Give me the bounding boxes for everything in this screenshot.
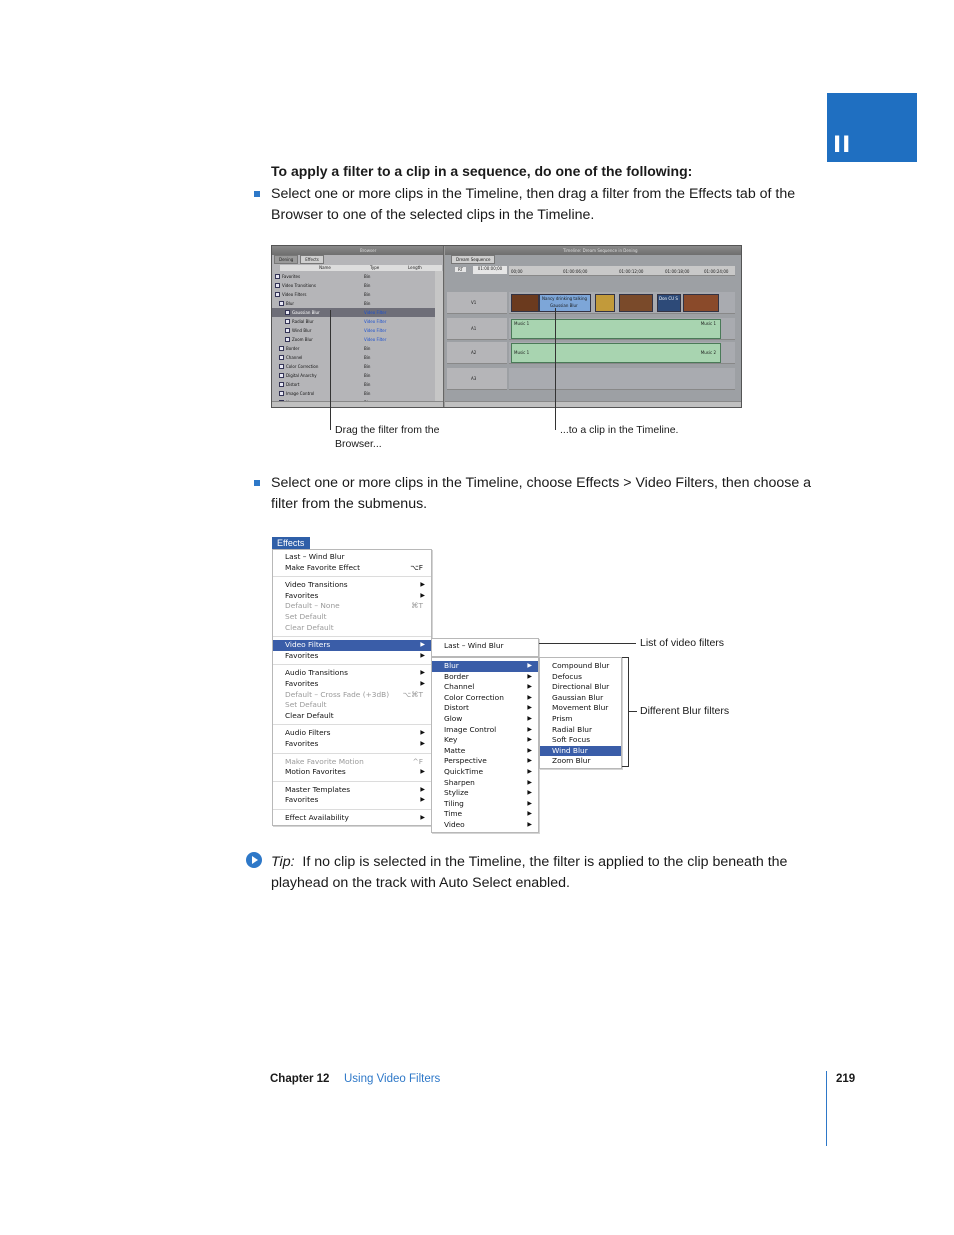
menu-item[interactable] xyxy=(432,703,538,714)
footer-divider xyxy=(826,1071,827,1146)
submenu-arrow-icon: ▶ xyxy=(420,796,425,804)
menu-item[interactable] xyxy=(273,640,431,651)
menu-item-label: Prism xyxy=(552,714,573,723)
audio-track-a2[interactable] xyxy=(509,342,735,364)
browser-row-name: Radial Blur xyxy=(292,319,314,324)
bin-icon xyxy=(279,373,284,378)
browser-row-name: Favorites xyxy=(282,274,301,279)
browser-title: Browser xyxy=(360,248,377,253)
submenu-arrow-icon: ▶ xyxy=(527,799,532,807)
browser-row-type: Bin xyxy=(364,346,371,351)
menu-item-label: Soft Focus xyxy=(552,735,591,745)
menu-separator xyxy=(273,809,431,810)
menu-item-label: Favorites xyxy=(285,795,319,805)
menu-item-last-wind-blur[interactable]: Last – Wind Blur xyxy=(444,641,504,650)
timeline-titlebar xyxy=(445,246,742,255)
bin-icon xyxy=(279,355,284,360)
timeline-title: Timeline: Dream Sequence in Dening xyxy=(563,248,638,253)
menu-item[interactable] xyxy=(273,813,431,824)
menu-item-label: Clear Default xyxy=(285,710,334,720)
menu-item-label: Tiling xyxy=(444,798,464,808)
menu-item[interactable] xyxy=(273,795,431,806)
browser-titlebar xyxy=(272,246,443,255)
submenu-arrow-icon: ▶ xyxy=(420,740,425,747)
audio-clip-music[interactable]: Music 1 Music 2 xyxy=(511,343,721,363)
browser-row-type: Video Filter xyxy=(364,328,387,333)
menu-item-label: Glow xyxy=(444,714,463,723)
menu-item-label: Gaussian Blur xyxy=(552,692,604,702)
menu-item[interactable] xyxy=(432,778,538,789)
menu-item[interactable] xyxy=(273,728,431,739)
callout-drag-filter: Drag the filter from the Browser... xyxy=(335,424,440,450)
footer-chapter-title[interactable]: Using Video Filters xyxy=(344,1073,441,1085)
part-tab xyxy=(827,93,917,162)
timeline-ruler[interactable] xyxy=(509,266,735,276)
menu-item[interactable] xyxy=(432,735,538,746)
menu-item[interactable] xyxy=(432,714,538,725)
menu-item-label: Favorites xyxy=(285,650,319,660)
menu-item-label: Matte xyxy=(444,745,466,755)
video-filters-menu-header xyxy=(431,638,539,657)
browser-row-type: Bin xyxy=(364,301,371,306)
menu-item-label: Master Templates xyxy=(285,784,351,794)
rt-menu[interactable]: RT xyxy=(455,267,466,272)
menu-item xyxy=(273,690,431,701)
menu-item[interactable] xyxy=(540,725,621,736)
timeline-screenshot xyxy=(271,245,742,408)
menu-item[interactable] xyxy=(273,739,431,750)
menu-item[interactable] xyxy=(432,788,538,799)
browser-row-name: Distort xyxy=(286,382,300,387)
tip-paragraph xyxy=(271,852,816,893)
menu-separator xyxy=(273,724,431,725)
ruler-mark: 00;00 xyxy=(511,269,523,274)
callout-leader-left xyxy=(330,310,331,430)
browser-row[interactable] xyxy=(272,362,442,371)
submenu-arrow-icon: ▶ xyxy=(527,778,532,786)
col-type[interactable]: Type xyxy=(370,265,380,270)
filter-icon xyxy=(285,328,290,333)
menu-separator xyxy=(273,753,431,754)
menu-item-label: Blur xyxy=(444,661,459,670)
menu-item[interactable] xyxy=(540,703,621,714)
menu-item[interactable] xyxy=(540,756,621,767)
menu-item[interactable] xyxy=(273,591,431,602)
menu-item-label: Make Favorite Motion xyxy=(285,756,364,766)
menu-item-label: Clear Default xyxy=(285,622,334,632)
menu-item-label: Favorites xyxy=(285,739,319,748)
ruler-mark: 01:00:24;00 xyxy=(704,269,729,274)
menu-separator xyxy=(273,636,431,637)
menu-item-label: Audio Filters xyxy=(285,728,331,738)
bin-icon xyxy=(275,292,280,297)
menu-item xyxy=(273,601,431,612)
menu-item xyxy=(273,757,431,768)
menu-item[interactable] xyxy=(273,651,431,662)
menu-item-label: Wind Blur xyxy=(552,745,588,755)
filter-icon xyxy=(285,337,290,342)
menu-item-label: Stylize xyxy=(444,788,469,798)
video-clip[interactable] xyxy=(595,294,615,312)
submenu-arrow-icon: ▶ xyxy=(527,746,532,754)
submenu-arrow-icon: ▶ xyxy=(420,729,425,737)
browser-row-type: Bin xyxy=(364,391,371,396)
menu-item[interactable] xyxy=(432,693,538,704)
audio-track-a1[interactable] xyxy=(509,318,735,340)
menu-item-label: Compound Blur xyxy=(552,661,610,670)
browser-row[interactable] xyxy=(272,353,442,362)
track-header-a1[interactable]: A1 xyxy=(447,318,507,340)
browser-row[interactable] xyxy=(272,380,442,389)
submenu-arrow-icon: ▶ xyxy=(527,821,532,828)
browser-row[interactable] xyxy=(272,299,442,308)
menu-item-label: Default – None xyxy=(285,601,340,611)
menu-item[interactable] xyxy=(273,580,431,591)
submenu-arrow-icon: ▶ xyxy=(420,641,425,649)
browser-row[interactable] xyxy=(272,335,442,344)
ruler-mark: 01:00:18;00 xyxy=(665,269,690,274)
filter-icon xyxy=(285,310,290,315)
effects-menu-title[interactable]: Effects xyxy=(272,537,310,549)
menu-item[interactable] xyxy=(432,725,538,736)
menu-item[interactable] xyxy=(432,746,538,757)
video-clip[interactable] xyxy=(619,294,653,312)
menu-item-label: Zoom Blur xyxy=(552,756,591,766)
menu-item[interactable] xyxy=(432,809,538,820)
menu-shortcut: ⌥F xyxy=(410,562,423,572)
menu-item-label: Border xyxy=(444,671,469,681)
video-clip[interactable] xyxy=(511,294,539,312)
menu-item-label: Channel xyxy=(444,682,475,692)
menu-item[interactable] xyxy=(432,672,538,683)
tab-dream-sequence[interactable]: Dream Sequence xyxy=(451,255,495,264)
video-clip-nancy[interactable]: Nancy drinking talking Gaussian Blur xyxy=(539,294,591,312)
page-number: 219 xyxy=(836,1073,856,1085)
browser-row-name: Image Control xyxy=(286,391,315,396)
menu-item[interactable] xyxy=(540,693,621,704)
menu-item-label: Motion Favorites xyxy=(285,767,346,777)
video-clip-don[interactable]: Don CU S xyxy=(657,294,681,312)
bin-icon xyxy=(275,283,280,288)
browser-row[interactable] xyxy=(272,371,442,380)
col-length[interactable]: Length xyxy=(408,265,422,270)
menu-item[interactable] xyxy=(432,682,538,693)
footer-chapter: Chapter 12 xyxy=(270,1073,330,1085)
submenu-arrow-icon: ▶ xyxy=(420,768,425,776)
menu-item-label: Perspective xyxy=(444,756,487,766)
track-header-a2[interactable]: A2 xyxy=(447,342,507,364)
browser-row-type: Video Filter xyxy=(364,319,387,324)
browser-row[interactable] xyxy=(272,308,442,317)
menu-item[interactable] xyxy=(432,756,538,767)
browser-row[interactable] xyxy=(272,389,442,398)
browser-row[interactable] xyxy=(272,290,442,299)
section-heading: To apply a filter to a clip in a sequence, do one of the following: xyxy=(271,163,693,179)
browser-tabs xyxy=(274,255,324,264)
menu-item-label: Sharpen xyxy=(444,777,475,787)
browser-row-name: Color Correction xyxy=(286,364,319,369)
browser-row-name: Blur xyxy=(286,301,295,306)
menu-item-label: Directional Blur xyxy=(552,682,610,692)
bin-icon xyxy=(279,391,284,396)
callout-leader-blur xyxy=(629,711,637,712)
menu-item[interactable] xyxy=(540,672,621,683)
menu-item-label: Image Control xyxy=(444,724,497,734)
audio-clip-music1[interactable]: Music 1 Music 1 xyxy=(511,319,721,339)
menu-shortcut: ⌘T xyxy=(411,601,423,611)
menu-item[interactable] xyxy=(540,661,621,672)
submenu-arrow-icon: ▶ xyxy=(527,736,532,744)
callout-list-of-video-filters: List of video filters xyxy=(640,637,725,649)
submenu-arrow-icon: ▶ xyxy=(527,672,532,680)
menu-item[interactable] xyxy=(273,552,431,563)
ruler-mark: 01:00:12;00 xyxy=(619,269,644,274)
browser-row-type: Bin xyxy=(364,382,371,387)
tip-label: Tip: xyxy=(271,854,295,870)
tip-arrow-icon xyxy=(246,852,262,868)
browser-vertical-scrollbar[interactable] xyxy=(435,271,443,401)
submenu-arrow-icon: ▶ xyxy=(527,704,532,712)
bin-icon xyxy=(275,274,280,279)
menu-item[interactable] xyxy=(432,820,538,831)
menu-item-label: Set Default xyxy=(285,612,327,621)
menu-item[interactable] xyxy=(540,746,621,757)
menu-item-label: Movement Blur xyxy=(552,703,609,713)
browser-row[interactable] xyxy=(272,281,442,290)
browser-row[interactable] xyxy=(272,272,442,281)
browser-row-name: Wind Blur xyxy=(292,328,312,333)
bullet-marker xyxy=(254,191,260,197)
submenu-arrow-icon: ▶ xyxy=(420,814,425,821)
menu-item-label: Video Filters xyxy=(285,640,331,650)
menu-item-label: QuickTime xyxy=(444,767,483,776)
menu-item-label: Make Favorite Effect xyxy=(285,562,360,572)
track-header-v1[interactable]: V1 xyxy=(447,292,507,314)
submenu-arrow-icon: ▶ xyxy=(527,768,532,775)
bullet-text-2: Select one or more clips in the Timeline, choose Effects > Video Filters, then choose a filter from the submenus. xyxy=(271,475,812,512)
browser-row-type: Bin xyxy=(364,373,371,378)
browser-row-name: Zoom Blur xyxy=(292,337,313,342)
bin-icon xyxy=(279,382,284,387)
browser-row-type: Bin xyxy=(364,364,371,369)
menu-item[interactable] xyxy=(273,563,431,574)
browser-column-header xyxy=(280,265,442,271)
menu-item-label: Key xyxy=(444,735,458,745)
submenu-arrow-icon: ▶ xyxy=(420,669,425,677)
submenu-arrow-icon: ▶ xyxy=(527,662,532,669)
menu-item[interactable] xyxy=(432,799,538,810)
submenu-arrow-icon: ▶ xyxy=(420,651,425,659)
bullet-text-1: Select one or more clips in the Timeline, then drag a filter from the Effects tab of the Browser to one of the selected clips in the Timeline. xyxy=(271,186,796,223)
menu-item[interactable] xyxy=(273,785,431,796)
submenu-arrow-icon: ▶ xyxy=(527,715,532,722)
browser-row-type: Bin xyxy=(364,283,371,288)
browser-row-type: Bin xyxy=(364,355,371,360)
browser-row-type: Video Filter xyxy=(364,310,387,315)
tip-text: If no clip is selected in the Timeline, the filter is applied to the clip beneath the playhead on the track with Auto Select enabled. xyxy=(271,854,788,891)
menu-item xyxy=(273,612,431,623)
browser-row-name: Border xyxy=(286,346,300,351)
menu-item[interactable] xyxy=(273,668,431,679)
menu-shortcut: ^F xyxy=(412,756,423,766)
bin-icon xyxy=(279,301,284,306)
menu-item-label: Set Default xyxy=(285,700,327,710)
menu-item-label: Last – Wind Blur xyxy=(285,552,345,561)
menu-item-label: Video xyxy=(444,820,465,829)
menu-item[interactable] xyxy=(540,682,621,693)
menu-item xyxy=(273,700,431,711)
bullet-marker xyxy=(254,480,260,486)
menu-separator xyxy=(273,664,431,665)
menu-item-label: Video Transitions xyxy=(285,580,348,590)
video-track[interactable] xyxy=(509,292,735,314)
browser-row-name: Channel xyxy=(286,355,303,360)
browser-row-name: Video Transitions xyxy=(282,283,316,288)
col-name[interactable]: Name xyxy=(319,265,331,270)
browser-row-name: Video Filters xyxy=(282,292,307,297)
submenu-arrow-icon: ▶ xyxy=(527,810,532,818)
menu-item-label: Distort xyxy=(444,703,469,713)
bin-icon xyxy=(279,346,284,351)
browser-row[interactable] xyxy=(272,317,442,326)
submenu-arrow-icon: ▶ xyxy=(527,725,532,733)
effects-menu xyxy=(272,549,432,826)
menu-item[interactable] xyxy=(432,767,538,778)
submenu-arrow-icon: ▶ xyxy=(420,591,425,599)
browser-window xyxy=(272,246,444,408)
submenu-arrow-icon: ▶ xyxy=(527,757,532,765)
callout-different-blur-filters: Different Blur filters xyxy=(640,705,730,717)
menu-separator xyxy=(273,781,431,782)
browser-row-name: Digital Anarchy xyxy=(286,373,317,378)
menu-item[interactable] xyxy=(273,679,431,690)
menu-item-label: Color Correction xyxy=(444,692,504,702)
menu-item[interactable] xyxy=(273,767,431,778)
submenu-arrow-icon: ▶ xyxy=(420,785,425,793)
timeline-window xyxy=(445,246,742,408)
menu-item-label: Default – Cross Fade (+3dB) xyxy=(285,689,390,699)
blur-submenu xyxy=(539,657,622,769)
browser-row[interactable] xyxy=(272,344,442,353)
submenu-arrow-icon: ▶ xyxy=(420,680,425,687)
menu-shortcut: ⌥⌘T xyxy=(402,689,423,699)
track-header-a3[interactable]: A3 xyxy=(447,368,507,390)
menu-separator xyxy=(273,576,431,577)
browser-row-type: Video Filter xyxy=(364,337,387,342)
browser-row-type: Bin xyxy=(364,274,371,279)
part-tab-label: II xyxy=(833,133,852,158)
blur-bracket xyxy=(622,657,629,767)
callout-leader-right xyxy=(555,308,556,430)
browser-horizontal-scrollbar[interactable] xyxy=(272,401,443,408)
video-clip[interactable] xyxy=(683,294,719,312)
tab-dening[interactable]: Dening xyxy=(274,255,298,264)
callout-leader-filters xyxy=(539,643,636,644)
menu-item-label: Favorites xyxy=(285,590,319,600)
menu-item-label: Time xyxy=(444,809,463,819)
submenu-arrow-icon: ▶ xyxy=(527,683,532,691)
menu-item-label: Defocus xyxy=(552,671,582,681)
timeline-horizontal-scrollbar[interactable] xyxy=(445,401,742,408)
menu-item-label: Audio Transitions xyxy=(285,668,348,678)
browser-row[interactable] xyxy=(272,326,442,335)
menu-item-label: Effect Availability xyxy=(285,813,349,822)
ruler-mark: 01:00:06;00 xyxy=(563,269,588,274)
menu-item[interactable] xyxy=(540,735,621,746)
menu-item-label: Radial Blur xyxy=(552,724,593,734)
callout-to-clip: ...to a clip in the Timeline. xyxy=(560,424,679,436)
bin-icon xyxy=(279,364,284,369)
submenu-arrow-icon: ▶ xyxy=(527,693,532,701)
menu-item[interactable] xyxy=(540,714,621,725)
filter-icon xyxy=(285,319,290,324)
timecode-field[interactable]: 01:00:00;00 xyxy=(473,266,507,274)
browser-row-name: Gaussian Blur xyxy=(292,310,320,315)
video-filters-menu xyxy=(431,657,539,833)
submenu-arrow-icon: ▶ xyxy=(420,581,425,589)
tab-effects[interactable]: Effects xyxy=(300,255,324,264)
submenu-arrow-icon: ▶ xyxy=(527,789,532,797)
audio-track-a3[interactable] xyxy=(509,368,735,390)
menu-item[interactable] xyxy=(432,661,538,672)
menu-item-label: Favorites xyxy=(285,679,319,688)
menu-item[interactable] xyxy=(273,711,431,722)
browser-row-type: Bin xyxy=(364,292,371,297)
menu-item xyxy=(273,623,431,634)
